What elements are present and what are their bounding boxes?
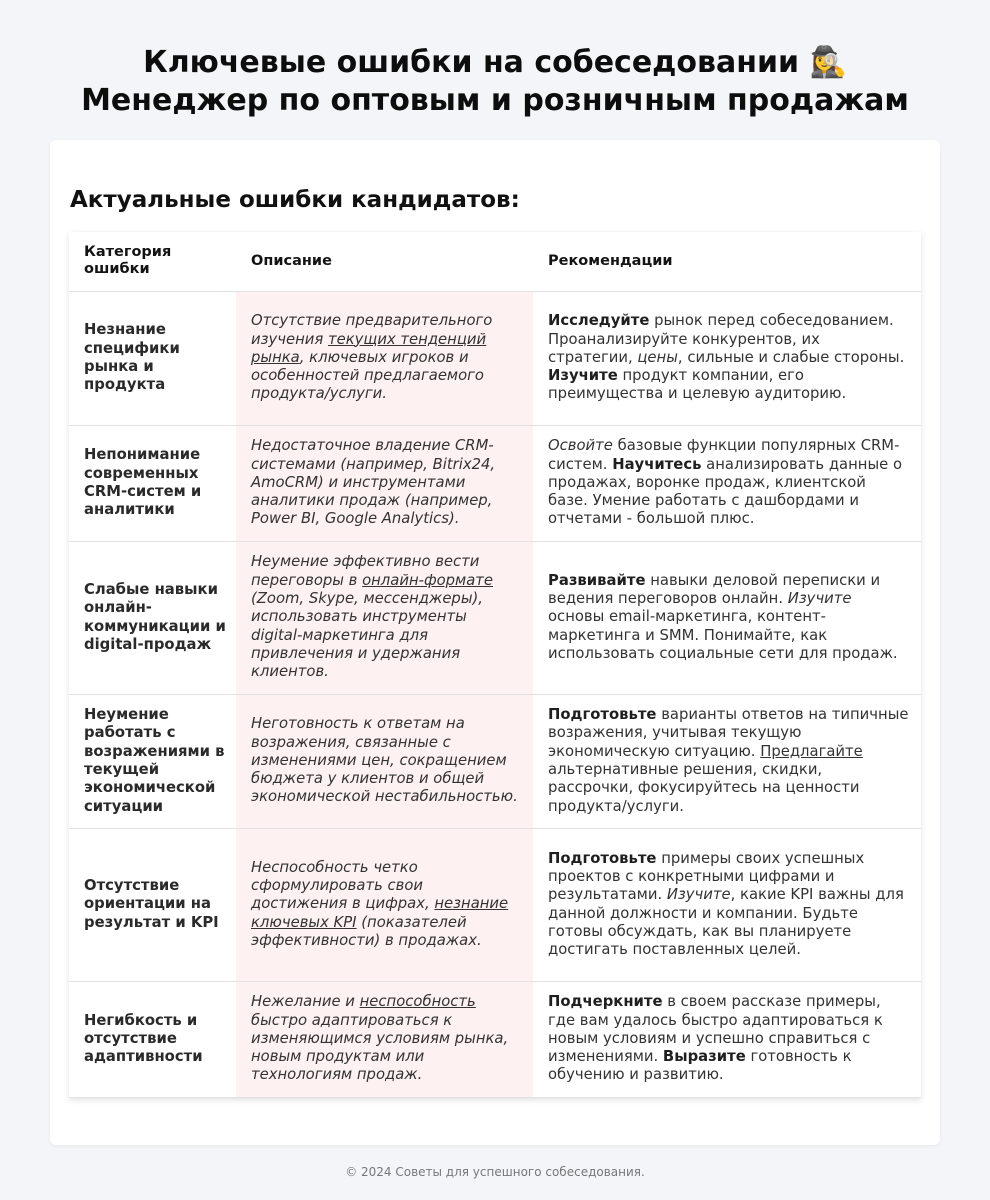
text-segment: навыки деловой переписки и ведения переговоров онлайн. — [548, 571, 881, 608]
table-row — [69, 981, 921, 1097]
page-title-line-1: Ключевые ошибки на собеседовании 🕵️‍♀️ — [143, 45, 847, 80]
italic-text: цены — [637, 348, 678, 366]
text-segment: анализировать данные о продажах, воронке продаж, клиентской базе. Умение работать с дашбордами и отчетами - большой плюс. — [548, 455, 903, 528]
text-segment: Неготовность к ответам на возражения, связанные с изменениями цен, сокращением бюджета у клиентов и общей экономической нестабильностью. — [251, 715, 518, 806]
text-segment: (показателей эффективности) в продажах. — [251, 913, 482, 949]
error-recommendation — [533, 828, 921, 981]
errors-table-wrapper — [69, 232, 921, 1098]
bold-text: Развивайте — [548, 571, 646, 589]
error-recommendation — [533, 694, 921, 828]
error-description — [236, 291, 533, 425]
underlined-text: текущих тенденций рынка — [251, 330, 487, 366]
error-category: Незнание специфики рынка и продукта — [69, 291, 236, 425]
error-description — [236, 981, 533, 1097]
table-row — [69, 425, 921, 541]
text-segment: Неумение эффективно вести переговоры в — [251, 553, 480, 589]
page-title — [0, 0, 990, 140]
bold-text: Научитесь — [612, 455, 702, 473]
table-row — [69, 541, 921, 694]
text-segment: Недостаточное владение CRM-системами (например, Bitrix24, AmoCRM) и инструментами аналитики продаж (например, Power BI, Google Analytics). — [251, 437, 496, 528]
text-segment: в своем рассказе примеры, где вам удалось быстро адаптироваться к новым условиям и успешно справиться с изменениями. — [548, 993, 883, 1066]
error-recommendation — [533, 291, 921, 425]
error-description — [236, 828, 533, 981]
text-segment: готовность к обучению и развитию. — [548, 1048, 852, 1084]
text-segment: примеры своих успешных проектов с конкретными цифрами и результатами. — [548, 849, 865, 904]
error-description — [236, 425, 533, 541]
text-segment: основы email-маркетинга, контент-маркетинга и SMM. Понимайте, как использовать социальные сети для продаж. — [548, 608, 898, 662]
text-segment: Нежелание и — [251, 993, 360, 1011]
bold-text: Подготовьте — [548, 706, 657, 724]
text-segment: быстро адаптироваться к изменяющимся условиям рынка, новым продуктам или технологиям продаж. — [251, 1011, 509, 1084]
text-segment: (Zoom, Skype, мессенджеры), использовать инструменты digital-маркетинга для привлечения и удержания клиентов. — [251, 590, 483, 681]
table-row — [69, 828, 921, 981]
error-recommendation — [533, 981, 921, 1097]
text-segment: , какие KPI важны для данной должности и компании. Будьте готовы обсуждать, как вы планируете достигать поставленных целей. — [548, 886, 904, 959]
underlined-text: неспособность — [359, 993, 476, 1011]
bold-text: Подготовьте — [548, 849, 657, 867]
italic-text: Освойте — [548, 437, 613, 455]
header-description: Описание — [236, 232, 533, 291]
text-segment: базовые функции популярных CRM-систем. — [548, 437, 900, 473]
errors-table — [69, 232, 921, 1098]
text-segment: , сильные и слабые стороны. — [677, 348, 905, 366]
bold-text: Изучите — [548, 367, 618, 385]
footer-copyright: © 2024 Советы для успешного собеседования. — [345, 1165, 645, 1179]
error-recommendation — [533, 425, 921, 541]
error-category: Негибкость и отсутствие адаптивности — [69, 981, 236, 1097]
text-segment: альтернативные решения, скидки, рассрочки, фокусируйтесь на ценности продукта/услуги. — [548, 761, 860, 815]
content-card — [50, 140, 940, 1145]
text-segment: рынок перед собеседованием. Проанализируйте конкурентов, их стратегии, — [548, 312, 894, 366]
underlined-text: Предлагайте — [760, 742, 863, 760]
error-description — [236, 541, 533, 694]
table-row — [69, 694, 921, 828]
underlined-text: незнание ключевых KPI — [251, 895, 509, 931]
text-segment: , ключевых игроков и особенностей предлагаемого продукта/услуги. — [251, 348, 484, 403]
section-title: Актуальные ошибки кандидатов: — [70, 187, 520, 213]
text-segment: Отсутствие предварительного изучения — [251, 312, 493, 348]
table-body — [69, 291, 921, 1097]
error-category: Слабые навыки онлайн-коммуникации и digital-продаж — [69, 541, 236, 694]
text-segment: продукт компании, его преимущества и целевую аудиторию. — [548, 367, 847, 403]
table-row — [69, 291, 921, 425]
bold-text: Выразите — [662, 1048, 746, 1066]
error-description — [236, 694, 533, 828]
text-segment: варианты ответов на типичные возражения, учитывая текущую экономическую ситуацию. — [548, 706, 909, 760]
error-category: Отсутствие ориентации на результат и KPI — [69, 828, 236, 981]
italic-text: Изучите — [787, 590, 852, 608]
page-title-line-2: Менеджер по оптовым и розничным продажам — [81, 83, 909, 118]
error-recommendation — [533, 541, 921, 694]
italic-text: Изучите — [666, 886, 731, 904]
error-category: Непонимание современных CRM-систем и аналитики — [69, 425, 236, 541]
table-header-row — [69, 232, 921, 291]
header-recommendations: Рекомендации — [533, 232, 921, 291]
text-segment: Неспособность четко сформулировать свои достижения в цифрах, — [251, 858, 435, 913]
error-category: Неумение работать с возражениями в текущей экономической ситуации — [69, 694, 236, 828]
underlined-text: онлайн-формате — [362, 571, 494, 589]
bold-text: Подчеркните — [548, 993, 663, 1011]
header-category: Категория ошибки — [69, 232, 236, 291]
bold-text: Исследуйте — [548, 312, 650, 330]
